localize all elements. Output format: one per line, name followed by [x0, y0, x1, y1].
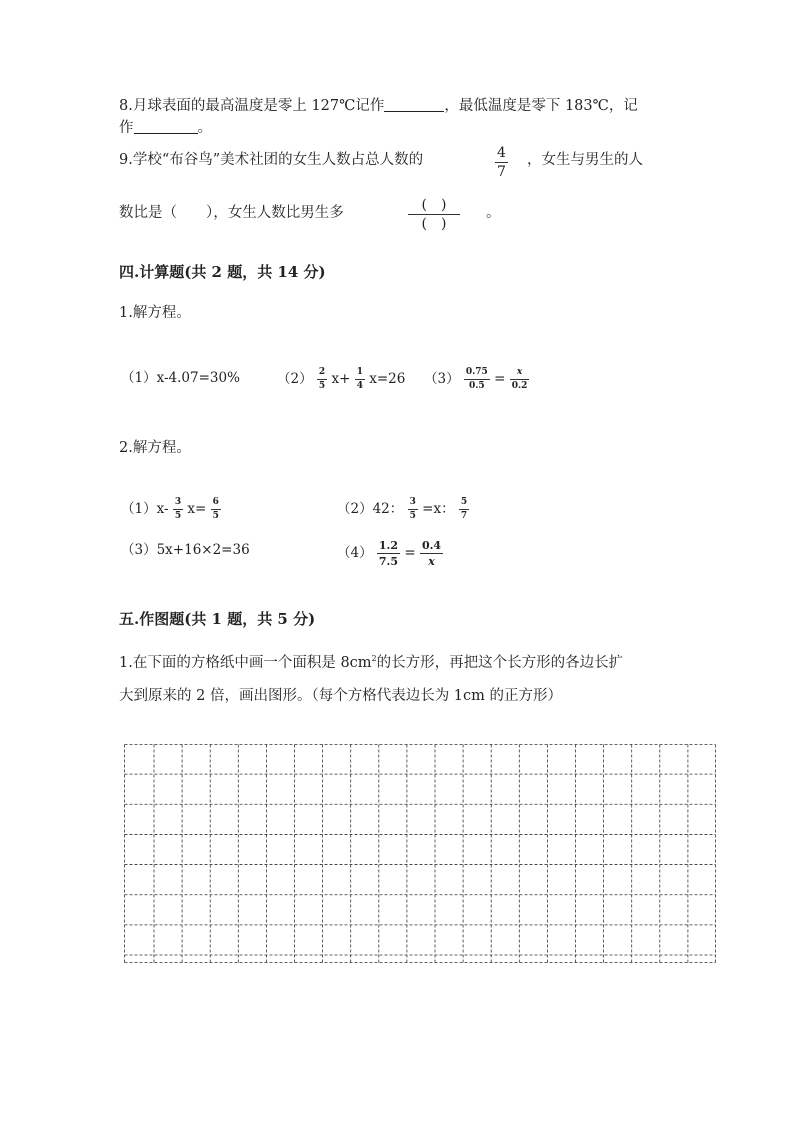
s4-q1-eq1: （1）x-4.07=30%	[121, 370, 240, 386]
s5-q1-line2: 大到原来的 2 倍，画出图形。（每个方格代表边长为 1cm 的正方形）	[119, 688, 563, 704]
s4-q2-eq1: （1）x- $\frac{3}{5}$ x= $\frac{6}{5}$	[121, 497, 219, 521]
grid-paper[interactable]	[124, 744, 716, 963]
s4-q2-eq3: （3）5x+16×2=36	[121, 542, 250, 558]
s4-q1-eq3: （3） $\frac{0.75}{0.5}$ = $\frac{x}{0.2}$	[424, 367, 528, 391]
q9-line2-suffix: 。	[486, 205, 501, 221]
s4-q1-eq2: （2） $\frac{2}{5}$ x+ $\frac{1}{4}$ x=26	[277, 367, 406, 391]
answer-blank[interactable]	[134, 119, 198, 134]
q9-line2-text: 数比是（ ），女生人数比男生多	[119, 205, 344, 221]
s4-q1-title: 1.解方程。	[119, 305, 191, 321]
q9-blank-fraction[interactable]: $\frac{( )}{( )}$	[408, 198, 460, 231]
answer-blank[interactable]	[384, 97, 444, 112]
s4-q2-eq4: （4） $\frac{1.2}{7.5}$ = $\frac{0.4}{x}$	[337, 539, 442, 568]
q8-line1: 8.月球表面的最高温度是零上 127℃记作 ，最低温度是零下 183℃，记	[119, 98, 638, 114]
q9-fraction: $\frac{4}{7}$	[497, 145, 506, 180]
s4-q2-title: 2.解方程。	[119, 440, 191, 456]
section4-title: 四.计算题(共 2 题，共 14 分)	[119, 263, 326, 281]
q9-line1-suffix: ，女生与男生的人	[527, 152, 643, 168]
q9-line1-text: 9.学校“布谷鸟”美术社团的女生人数占总人数的	[119, 152, 424, 168]
s4-q2-eq2: （2）42： $\frac{3}{5}$ =x： $\frac{5}{7}$	[337, 497, 468, 521]
q8-line2: 作 。	[119, 120, 212, 136]
section5-title: 五.作图题(共 1 题，共 5 分)	[119, 610, 316, 628]
s5-q1-line1: 1.在下面的方格纸中画一个面积是 $8cm^2$的长方形，再把这个长方形的各边长扩	[119, 654, 624, 671]
